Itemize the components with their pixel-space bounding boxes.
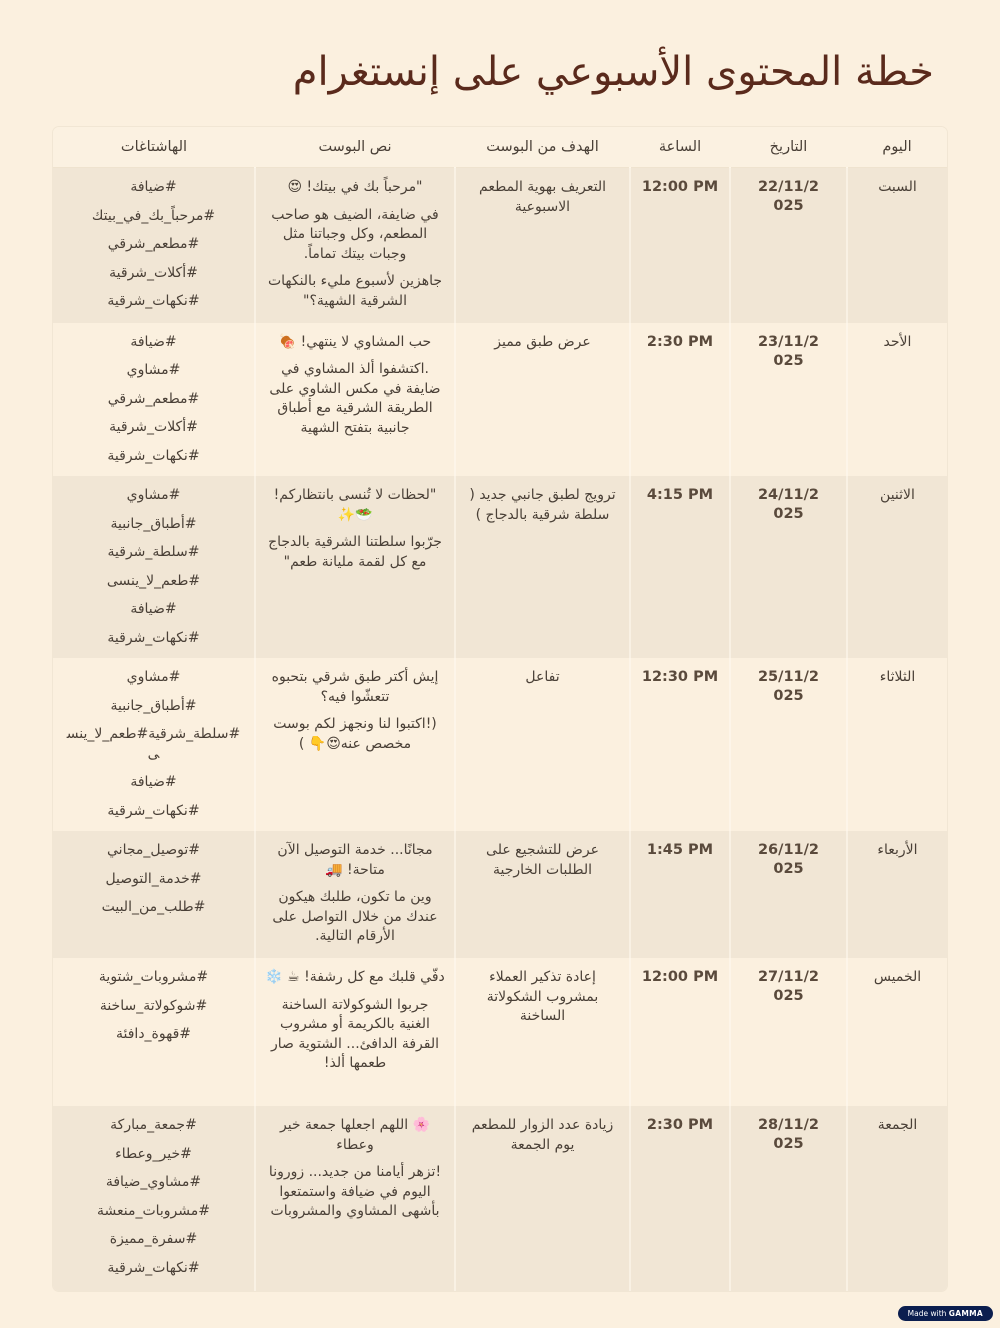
cell-post bbox=[255, 831, 455, 958]
day-label: الخميس bbox=[873, 969, 922, 985]
goal-text: ترويج لطبق جانبي جديد ( سلطة شرقية بالدجاج ) bbox=[469, 487, 616, 523]
time-value: 12:30 PM bbox=[641, 669, 719, 685]
hashtag: #مشروبات_شتوية bbox=[98, 969, 209, 985]
table-row bbox=[53, 476, 947, 658]
header-hashtags: الهاشتاغات bbox=[53, 127, 255, 168]
hashtag: #نكهات_شرقية bbox=[107, 629, 200, 646]
cell-time bbox=[630, 323, 730, 477]
post-paragraph: جربوا الشوكولاتة الساخنة الغنية بالكريمة أو مشروب القرفة الدافئ... الشتوية صار طعمها ألذ! bbox=[270, 996, 440, 1071]
hashtag: #مرحباً_بك_في_بيتك bbox=[91, 207, 216, 224]
table-row bbox=[53, 958, 947, 1106]
cell-date bbox=[730, 958, 847, 1106]
day-label: الجمعة bbox=[877, 1117, 918, 1133]
day-label: الأربعاء bbox=[877, 842, 918, 858]
hashtag: #خدمة_التوصيل bbox=[105, 870, 202, 887]
hashtag: #طعم_لا_ينسى bbox=[106, 572, 201, 589]
hashtag: #خير_وعطاء bbox=[115, 1145, 192, 1162]
goal-text: عرض طبق مميز bbox=[494, 333, 591, 350]
header-goal: الهدف من البوست bbox=[455, 127, 630, 168]
time-value: 2:30 PM bbox=[646, 1117, 714, 1133]
cell-goal bbox=[455, 476, 630, 658]
post-paragraph: جرّبوا سلطتنا الشرقية بالدجاج مع كل لقمة مليانة طعم" bbox=[268, 534, 442, 570]
cell-post bbox=[255, 1106, 455, 1291]
goal-text: زيادة عدد الزوار للمطعم يوم الجمعة bbox=[471, 1117, 614, 1153]
cell-day bbox=[847, 1106, 947, 1291]
date-value: 26/11/2025 bbox=[757, 842, 820, 877]
cell-post bbox=[255, 323, 455, 477]
date-value: 22/11/2025 bbox=[757, 179, 820, 214]
day-label: السبت bbox=[878, 179, 917, 195]
cell-time bbox=[630, 958, 730, 1106]
hashtag: #سلطة_شرقية bbox=[107, 544, 200, 560]
post-paragraph: حب المشاوي لا ينتهي! 🍖 bbox=[278, 333, 432, 350]
cell-post bbox=[255, 168, 455, 323]
post-paragraph: إيش أكتر طبق شرقي بتحبوه تتعشّوا فيه؟ bbox=[271, 669, 439, 705]
hashtag: #نكهات_شرقية bbox=[107, 1259, 200, 1276]
hashtag: #أكلات_شرقية bbox=[109, 419, 198, 435]
page-title: خطة المحتوى الأسبوعي على إنستغرام bbox=[292, 49, 934, 95]
time-value: 12:00 PM bbox=[641, 969, 719, 985]
date-value: 24/11/2025 bbox=[757, 487, 820, 522]
hashtag: #مشاوي bbox=[126, 362, 181, 378]
cell-day bbox=[847, 658, 947, 831]
table-row bbox=[53, 168, 947, 323]
hashtag: #ضيافة bbox=[130, 774, 177, 790]
goal-text: إعادة تذكير العملاء بمشروب الشكولاتة الساخنة bbox=[486, 969, 599, 1024]
cell-date bbox=[730, 476, 847, 658]
cell-hashtags bbox=[53, 958, 255, 1106]
cell-post bbox=[255, 658, 455, 831]
cell-goal bbox=[455, 958, 630, 1106]
hashtag: #مشاوي bbox=[126, 669, 181, 685]
cell-date bbox=[730, 323, 847, 477]
cell-date bbox=[730, 1106, 847, 1291]
badge-brand: GAMMA bbox=[948, 1309, 983, 1318]
cell-date bbox=[730, 168, 847, 323]
hashtag: #سلطة_شرقية#طعم_لا_ينسى bbox=[66, 726, 241, 762]
hashtag: #مشاوي_ضيافة bbox=[105, 1174, 202, 1190]
content-plan-table bbox=[53, 127, 947, 1291]
table-row bbox=[53, 323, 947, 477]
hashtag: #ضيافة bbox=[130, 601, 177, 617]
cell-time bbox=[630, 658, 730, 831]
cell-goal bbox=[455, 323, 630, 477]
post-paragraph: جاهزين لأسبوع مليء بالنكهات الشرقية الشهية؟" bbox=[267, 273, 443, 309]
hashtag: #قهوة_دافئة bbox=[116, 1026, 191, 1042]
cell-time bbox=[630, 831, 730, 958]
goal-text: عرض للتشجيع على الطلبات الخارجية bbox=[486, 842, 599, 878]
made-with-gamma-badge[interactable] bbox=[898, 1306, 993, 1321]
header-post: نص البوست bbox=[255, 127, 455, 168]
hashtag: #أطباق_جانبية bbox=[110, 697, 197, 714]
hashtag: #سفرة_مميزة bbox=[109, 1231, 198, 1247]
cell-hashtags bbox=[53, 476, 255, 658]
header-date: التاريخ bbox=[730, 127, 847, 168]
goal-text: تفاعل bbox=[525, 669, 560, 685]
post-paragraph: "مرحباً بك في بيتك! 😍 bbox=[287, 179, 423, 195]
hashtag: #مشروبات_منعشة bbox=[96, 1202, 211, 1219]
hashtag: #نكهات_شرقية bbox=[107, 447, 200, 464]
table-row bbox=[53, 831, 947, 958]
post-paragraph: 🌸 اللهم اجعلها جمعة خير وعطاء bbox=[279, 1117, 431, 1153]
hashtag: #أكلات_شرقية bbox=[109, 264, 198, 281]
date-value: 27/11/2025 bbox=[757, 969, 820, 1004]
cell-time bbox=[630, 476, 730, 658]
table-row bbox=[53, 658, 947, 831]
hashtag: #ضيافة bbox=[130, 179, 177, 195]
cell-hashtags bbox=[53, 168, 255, 323]
cell-day bbox=[847, 958, 947, 1106]
date-value: 28/11/2025 bbox=[757, 1117, 820, 1152]
cell-date bbox=[730, 831, 847, 958]
date-value: 23/11/2025 bbox=[757, 333, 820, 369]
hashtag: #مشاوي bbox=[126, 487, 181, 503]
cell-goal bbox=[455, 831, 630, 958]
hashtag: #مطعم_شرقي bbox=[107, 236, 200, 252]
cell-goal bbox=[455, 658, 630, 831]
cell-goal bbox=[455, 1106, 630, 1291]
cell-day bbox=[847, 831, 947, 958]
table-header-row bbox=[53, 127, 947, 168]
post-paragraph: في ضايفة، الضيف هو صاحب المطعم، وكل وجباتنا مثل وجبات بيتك تماماً. bbox=[271, 206, 439, 262]
cell-day bbox=[847, 323, 947, 477]
day-label: الثلاثاء bbox=[879, 669, 916, 685]
post-paragraph: (!اكتبوا لنا ونجهز لكم بوست مخصص عنه😍👇 ) bbox=[273, 716, 437, 752]
hashtag: #نكهات_شرقية bbox=[107, 293, 200, 309]
hashtag: #توصيل_مجاني bbox=[107, 842, 200, 858]
cell-post bbox=[255, 476, 455, 658]
cell-goal bbox=[455, 168, 630, 323]
cell-day bbox=[847, 168, 947, 323]
time-value: 1:45 PM bbox=[646, 842, 714, 858]
cell-post bbox=[255, 958, 455, 1106]
post-paragraph: مجانًا... خدمة التوصيل الآن متاحة! 🚚 bbox=[277, 842, 433, 878]
table-row bbox=[53, 1106, 947, 1291]
hashtag: #نكهات_شرقية bbox=[107, 802, 200, 819]
header-time: الساعة bbox=[630, 127, 730, 168]
badge-prefix: Made with bbox=[907, 1309, 947, 1318]
cell-hashtags bbox=[53, 831, 255, 958]
cell-hashtags bbox=[53, 323, 255, 477]
time-value: 12:00 PM bbox=[641, 179, 719, 195]
time-value: 4:15 PM bbox=[646, 487, 714, 503]
cell-date bbox=[730, 658, 847, 831]
post-paragraph: دفّي قلبك مع كل رشفة! ☕ ❄️ bbox=[265, 969, 445, 985]
hashtag: #أطباق_جانبية bbox=[110, 515, 197, 532]
header-day: اليوم bbox=[847, 127, 947, 168]
cell-hashtags bbox=[53, 1106, 255, 1291]
day-label: الأحد bbox=[883, 333, 912, 350]
hashtag: #مطعم_شرقي bbox=[107, 390, 200, 407]
cell-time bbox=[630, 168, 730, 323]
hashtag: #ضيافة bbox=[130, 333, 177, 350]
time-value: 2:30 PM bbox=[646, 333, 714, 350]
cell-hashtags bbox=[53, 658, 255, 831]
post-paragraph: !تزهر أيامنا من جديد... زورونا اليوم في ضيافة واستمتعوا بأشهى المشاوي والمشروبات bbox=[268, 1164, 442, 1219]
cell-time bbox=[630, 1106, 730, 1291]
goal-text: التعريف بهوية المطعم الاسبوعية bbox=[479, 179, 606, 215]
date-value: 25/11/2025 bbox=[757, 669, 820, 704]
post-paragraph: "لحظات لا تُنسى بانتظاركم! 🥗✨ bbox=[273, 487, 437, 523]
hashtag: #شوكولاتة_ساخنة bbox=[99, 997, 208, 1014]
day-label: الاثنين bbox=[880, 487, 915, 503]
post-paragraph: وين ما تكون، طلبك هيكون عندك من خلال التواصل على الأرقام التالية. bbox=[272, 889, 438, 944]
hashtag: #طلب_من_البيت bbox=[101, 899, 206, 915]
post-paragraph: .اكتشفوا ألذ المشاوي في ضايفة في مكس الشاوي على الطريقة الشرقية مع أطباق جانبية بتفتح الشهية bbox=[269, 361, 441, 436]
cell-day bbox=[847, 476, 947, 658]
hashtag: #جمعة_مباركة bbox=[110, 1117, 197, 1133]
